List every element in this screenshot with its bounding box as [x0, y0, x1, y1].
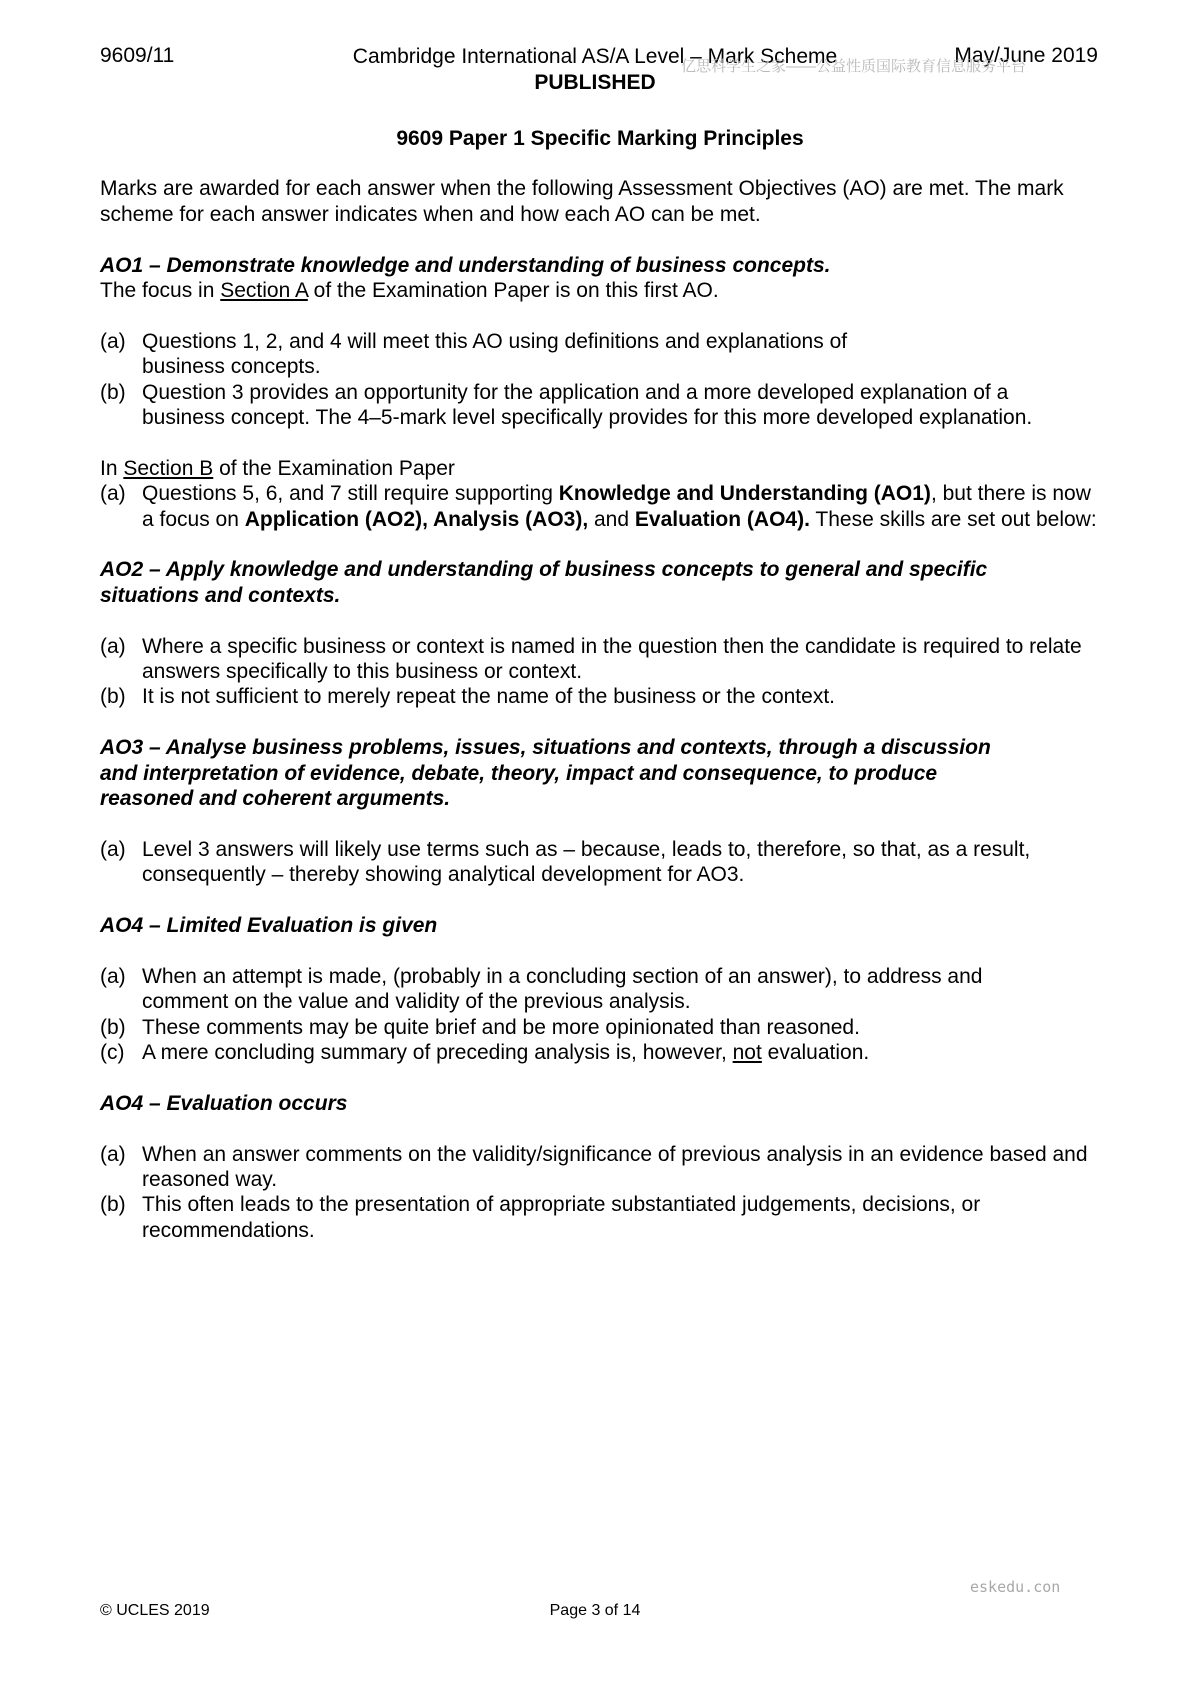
- item-text: It is not sufficient to merely repeat the name of the business or the context.: [142, 685, 835, 709]
- intro-paragraph: Marks are awarded for each answer when the following Assessment Objectives (AO) are met. The mark scheme for each answer indicates when and how each AO can be met.: [100, 177, 1064, 226]
- item-text: Level 3 answers will likely use terms such as – because, leads to, therefore, so that, as a result, consequently – thereby showing analytical development for AO3.: [142, 837, 1031, 887]
- ao1-heading: AO1 – Demonstrate knowledge and understanding of business concepts.: [100, 253, 831, 277]
- watermark-footer: eskedu.con: [970, 1578, 1061, 1596]
- list-item: [100, 964, 1100, 1015]
- item-label: (a): [100, 634, 126, 658]
- ao4-limited-heading: AO4 – Limited Evaluation is given: [100, 914, 438, 938]
- list-item: [100, 1015, 1100, 1040]
- list-item: [100, 684, 1100, 709]
- ao1-focus: The focus in Section A of the Examination Paper is on this first AO.: [100, 279, 719, 303]
- item-label: (a): [100, 964, 126, 988]
- item-label: (a): [100, 329, 126, 353]
- item-text: These comments may be quite brief and be more opinionated than reasoned.: [142, 1015, 860, 1039]
- page-heading: 9609 Paper 1 Specific Marking Principles: [396, 127, 804, 150]
- item-text: When an answer comments on the validity/significance of previous analysis in an evidence based and reasoned way.: [142, 1142, 1088, 1192]
- list-item: [100, 380, 1100, 431]
- exam-session: May/June 2019: [954, 44, 1098, 67]
- item-text: Question 3 provides an opportunity for the application and a more developed explanation of a business concept. The 4–5-mark level specifically provides for this more developed explanation.: [142, 380, 1033, 430]
- list-item: [100, 837, 1100, 888]
- section-b-text: Section B: [123, 456, 214, 480]
- page-content: [100, 126, 1100, 1243]
- item-label: (b): [100, 1015, 126, 1039]
- item-label: (a): [100, 837, 126, 861]
- list-item: [100, 1142, 1100, 1193]
- published-label: PUBLISHED: [534, 71, 656, 94]
- item-label: (a): [100, 482, 126, 506]
- item-label: (b): [100, 380, 126, 404]
- ao2-heading: AO2 – Apply knowledge and understanding of business concepts to general and specific situations and contexts.: [100, 558, 988, 607]
- item-text: Where a specific business or context is named in the question then the candidate is required to relate answers specifically to this business or context.: [142, 634, 1082, 684]
- list-item: [100, 329, 1100, 380]
- item-text: This often leads to the presentation of appropriate substantiated judgements, decisions, or recommendations.: [142, 1193, 981, 1242]
- item-label: (c): [100, 1041, 125, 1065]
- list-item: [100, 634, 1100, 685]
- item-text: Questions 5, 6, and 7 still require supporting Knowledge and Understanding (AO1), but there is now a focus on Application (AO2), Analysis (AO3), and Evaluation (AO4). These skills are set out below:: [142, 482, 1097, 531]
- document-title: Cambridge International AS/A Level – Mark Scheme: [352, 45, 838, 68]
- item-label: (b): [100, 1193, 126, 1217]
- page-number: Page 3 of 14: [549, 1602, 641, 1619]
- item-label: (a): [100, 1142, 126, 1166]
- copyright: © UCLES 2019: [100, 1602, 210, 1619]
- item-text: Questions 1, 2, and 4 will meet this AO using definitions and explanations of business concepts.: [142, 329, 848, 379]
- section-b-intro: In Section B of the Examination Paper: [100, 456, 455, 480]
- item-text: When an attempt is made, (probably in a concluding section of an answer), to address and comment on the value and validity of the previous analysis.: [142, 964, 983, 1014]
- paper-code: 9609/11: [100, 44, 175, 67]
- ao3-heading: AO3 – Analyse business problems, issues, situations and contexts, through a discussion and interpretation of evidence, debate, theory, impact and consequence, to produce reasoned and coherent arguments.: [100, 736, 991, 811]
- item-label: (b): [100, 685, 126, 709]
- not-underlined: not: [732, 1041, 762, 1065]
- item-text: A mere concluding summary of preceding analysis is, however, not evaluation.: [142, 1041, 870, 1065]
- section-a-text: Section A: [220, 279, 308, 303]
- watermark-text: 亿思科学生之家——公益性质国际教育信息服务平台: [681, 58, 1027, 75]
- list-item: [100, 1192, 1100, 1243]
- ao4-occurs-heading: AO4 – Evaluation occurs: [100, 1091, 348, 1115]
- list-item: [100, 481, 1100, 532]
- list-item: [100, 1040, 1100, 1065]
